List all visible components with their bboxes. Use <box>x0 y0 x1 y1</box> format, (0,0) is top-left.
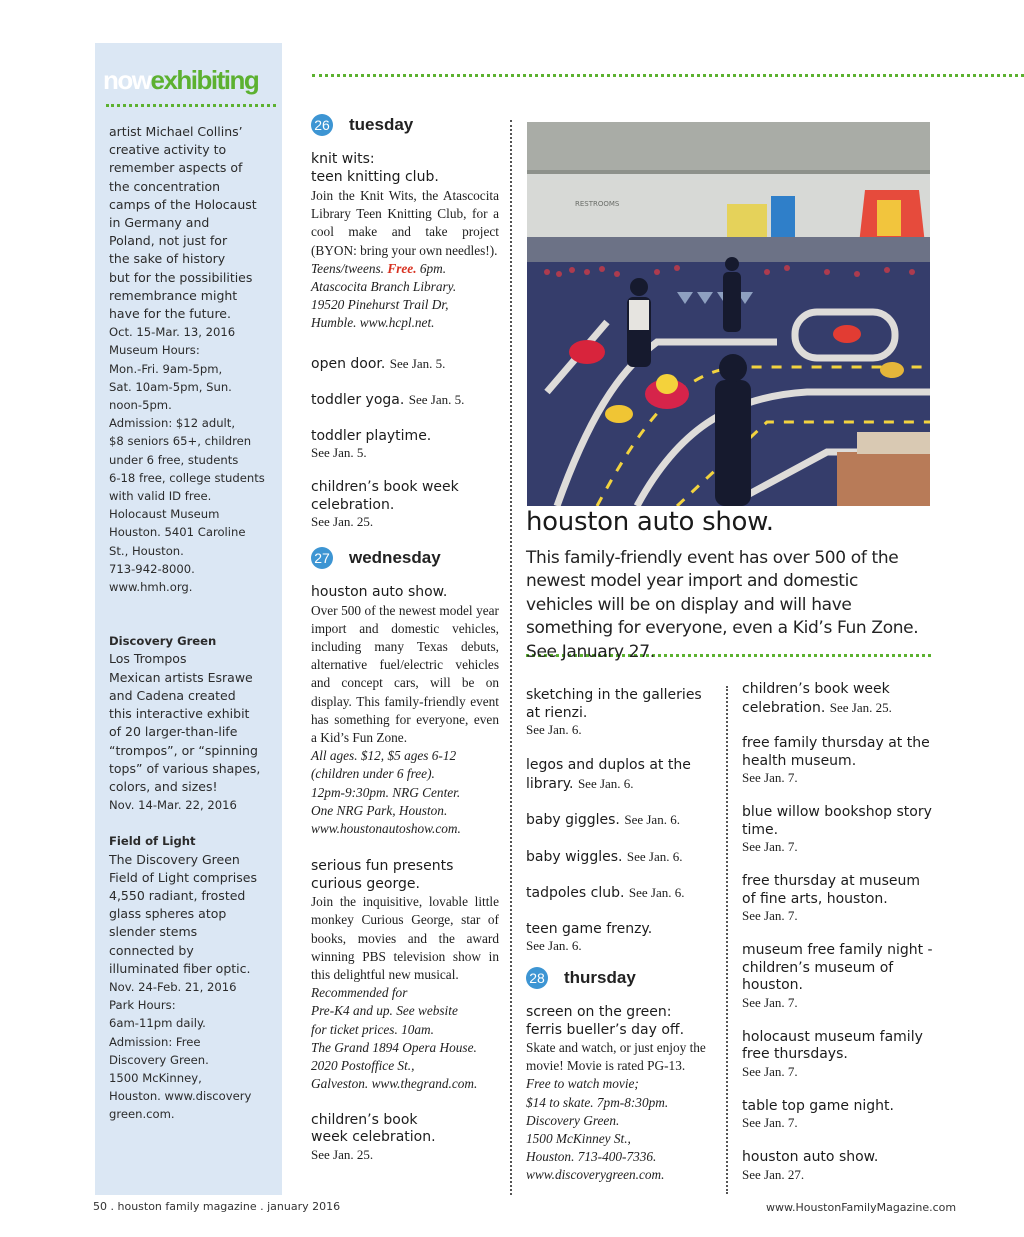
event-info <box>311 260 499 278</box>
collins-line: remembrance might <box>109 287 238 303</box>
sidebar-dotted-divider <box>106 104 276 107</box>
event-time: 6pm. <box>416 260 447 276</box>
calendar-column-b <box>526 687 716 1201</box>
heading-exhibiting: exhibiting <box>150 65 259 95</box>
collins-exhibit <box>109 123 277 596</box>
event-title: curious george. <box>311 875 420 892</box>
event-health-museum <box>742 735 934 786</box>
event-info: The Grand 1894 Opera House. <box>311 1039 477 1055</box>
field-detail: 1500 McKinney, <box>109 1070 202 1085</box>
footer-website-link[interactable]: www.HoustonFamilyMagazine.com <box>766 1201 957 1214</box>
collins-detail: 713-942-8000. <box>109 561 195 576</box>
event-info: Free to watch movie; <box>526 1076 639 1092</box>
event-info: www.houstonautoshow.com. <box>311 821 461 837</box>
field-detail: Park Hours: <box>109 998 176 1013</box>
collins-detail: $8 seniors 65+, children <box>109 434 252 449</box>
collins-line: in Germany and <box>109 215 210 231</box>
collins-line: Poland, not just for <box>109 233 228 249</box>
event-knit-wits <box>311 151 499 333</box>
event-title: free family thursday at the health museum. <box>742 735 930 769</box>
column-divider <box>726 686 728 1194</box>
event-info: Pre-K4 and up. See website <box>311 1003 458 1019</box>
event-childrens-book-week-28 <box>742 680 934 717</box>
event-info: Houston. 713-400-7336. <box>526 1149 657 1165</box>
event-ref: See Jan. 7. <box>742 839 798 854</box>
event-ref: See Jan. 6. <box>577 775 634 791</box>
collins-line: the sake of history <box>109 251 226 267</box>
field-detail: green.com. <box>109 1107 175 1122</box>
auto-show-illustration <box>527 122 930 506</box>
event-title: legos and duplos at the library. <box>526 757 691 792</box>
collins-detail: St., Houston. <box>109 543 184 558</box>
event-ref: See Jan. 7. <box>742 1115 798 1130</box>
field-detail: Houston. www.discovery <box>109 1089 252 1104</box>
field-detail: Nov. 24-Feb. 21, 2016 <box>109 979 237 994</box>
discovery-line: “trompos”, or “spinning <box>109 742 258 758</box>
event-ref: See Jan. 6. <box>526 938 582 953</box>
collins-line: creative activity to <box>109 142 227 158</box>
event-toddler-yoga <box>311 391 499 410</box>
event-table-top-game-night <box>742 1098 934 1132</box>
event-ref: See Jan. 7. <box>742 908 798 923</box>
footer-page-info: 50 . houston family magazine . january 2016 <box>93 1200 341 1213</box>
day-header-28 <box>526 966 716 990</box>
event-sketching-rienzi <box>526 687 716 738</box>
event-description: Join the Knit Wits, the Atascocita Library Teen Knitting Club, for a cool make and take project (BYON: bring your own needles!). <box>311 188 499 258</box>
event-ref: See Jan. 7. <box>742 994 798 1010</box>
event-title: serious fun presents <box>311 858 454 875</box>
collins-detail: Admission: $12 adult, <box>109 416 236 431</box>
event-ref: See Jan. 5. <box>408 392 465 408</box>
event-ref: See Jan. 6. <box>526 722 582 737</box>
event-baby-giggles <box>526 811 716 830</box>
event-title: screen on the green: <box>526 1004 672 1020</box>
discovery-line: tops” of various shapes, <box>109 760 261 776</box>
event-title: museum free family night - children’s museum of houston. <box>742 942 933 993</box>
event-title: tadpoles club. <box>526 885 625 901</box>
event-screen-on-the-green <box>526 1004 716 1185</box>
now-exhibiting-heading <box>103 62 258 98</box>
feature-description: This family-friendly event has over 500 of the newest model year import and domestic vehicles will be on display and will have something for everyone, even a Kid’s Fun Zone. See January 27. <box>526 548 919 662</box>
collins-detail: Sat. 10am-5pm, Sun. <box>109 379 232 394</box>
event-title: ferris bueller’s day off. <box>526 1021 685 1038</box>
day-header-27 <box>311 546 499 570</box>
event-ref: See Jan. 27. <box>742 1166 805 1182</box>
event-audience: Teens/tweens. <box>311 260 388 276</box>
event-info: (children under 6 free). <box>311 766 435 782</box>
field-of-light-exhibit <box>109 832 277 1123</box>
event-tadpoles-club <box>526 884 716 903</box>
collins-line: the concentration <box>109 178 221 194</box>
field-line: 4,550 radiant, frosted <box>109 887 246 903</box>
collins-detail: Holocaust Museum <box>109 507 220 522</box>
event-ref: See Jan. 7. <box>742 770 798 785</box>
collins-detail: with valid ID free. <box>109 489 212 504</box>
event-title: blue willow bookshop story time. <box>742 804 932 838</box>
event-ref: See Jan. 6. <box>626 848 683 864</box>
field-line: slender stems <box>109 924 198 940</box>
event-info: Discovery Green. <box>526 1112 620 1128</box>
event-info: $14 to skate. 7pm-8:30pm. <box>526 1094 669 1110</box>
event-info: for ticket prices. 10am. <box>311 1021 434 1037</box>
event-description: Over 500 of the newest model year import and domestic vehicles, including many Texas debuts, alternative fuel/electric vehicles and concept cars, will be on display. This family-friendly event has something for everyone, even a Kid’s Fun Zone. <box>311 602 499 746</box>
field-line: connected by <box>109 942 194 958</box>
event-ref: See Jan. 6. <box>628 885 685 900</box>
event-open-door <box>311 355 499 374</box>
discovery-line: Mexican artists Esrawe <box>109 669 253 685</box>
day-name: tuesday <box>349 115 414 134</box>
collins-detail: www.hmh.org. <box>109 580 193 595</box>
event-title: free thursday at museum of fine arts, houston. <box>742 873 920 907</box>
event-mfah <box>742 873 934 924</box>
collins-line: but for the possibilities <box>109 269 253 285</box>
collins-line: remember aspects of <box>109 160 243 176</box>
top-dotted-divider <box>312 74 1024 77</box>
event-title: houston auto show. <box>311 584 448 601</box>
event-childrens-book-week <box>311 479 499 530</box>
discovery-line: this interactive exhibit <box>109 706 250 722</box>
collins-detail: Mon.-Fri. 9am-5pm, <box>109 361 223 376</box>
event-toddler-playtime <box>311 428 499 462</box>
event-description: Join the inquisitive, lovable little monkey Curious George, star of books, movies and the award winning PBS television show in this delightful new musical. <box>311 894 499 983</box>
collins-detail: 6-18 free, college students <box>109 470 265 485</box>
spacer <box>109 814 277 832</box>
event-ref: See Jan. 7. <box>742 1063 798 1079</box>
feature-title: houston auto show. <box>526 507 774 537</box>
event-venue: Atascocita Branch Library. <box>311 279 457 295</box>
event-title: toddler yoga. <box>311 392 405 409</box>
collins-detail: Museum Hours: <box>109 343 200 358</box>
event-title: houston auto show. <box>742 1149 879 1165</box>
event-info: 12pm-9:30pm. NRG Center. <box>311 784 461 800</box>
event-title: table top game night. <box>742 1097 894 1114</box>
spacer <box>109 596 277 632</box>
event-title: children’s book week celebration. <box>311 479 459 513</box>
event-houston-auto-show <box>311 584 499 838</box>
event-title: children’s book <box>311 1111 418 1128</box>
event-venue: 19520 Pinehurst Trail Dr, <box>311 297 449 313</box>
event-curious-george <box>311 858 499 1093</box>
discovery-line: colors, and sizes! <box>109 778 218 794</box>
event-info: 2020 Postoffice St., <box>311 1058 415 1074</box>
event-venue: Humble. www.hcpl.net. <box>311 315 435 331</box>
day-number-badge: 26 <box>311 114 333 136</box>
event-ref: See Jan. 25. <box>829 699 892 715</box>
field-line: Field of Light comprises <box>109 869 257 885</box>
collins-line: have for the future. <box>109 306 231 322</box>
sidebar-body <box>109 123 277 1124</box>
event-houston-auto-show-28 <box>742 1149 934 1183</box>
day-header-26 <box>311 113 499 137</box>
event-info: 1500 McKinney St., <box>526 1131 631 1147</box>
event-childrens-book-week-27 <box>311 1112 499 1163</box>
field-line: The Discovery Green <box>109 851 240 867</box>
day-name: wednesday <box>349 548 441 568</box>
restrooms-sign: RESTROOMS <box>575 200 620 208</box>
collins-detail: Oct. 15-Mar. 13, 2016 <box>109 325 236 340</box>
event-title: holocaust museum family free thursdays. <box>742 1028 923 1062</box>
collins-detail: Houston. 5401 Caroline <box>109 525 246 540</box>
collins-detail: noon-5pm. <box>109 398 172 413</box>
day-number-badge: 28 <box>526 967 548 989</box>
auto-show-photo <box>527 122 930 506</box>
discovery-green-exhibit <box>109 632 277 814</box>
event-title: week celebration. <box>311 1129 436 1145</box>
event-title: knit wits: <box>311 151 375 167</box>
event-holocaust-museum <box>742 1029 934 1080</box>
event-description: Skate and watch, or just enjoy the movie! Movie is rated PG-13. <box>526 1040 706 1074</box>
event-ref: See Jan. 25. <box>311 1146 374 1162</box>
field-line: illuminated fiber optic. <box>109 960 251 976</box>
field-detail: Discovery Green. <box>109 1052 209 1067</box>
event-legos-duplos <box>526 756 716 793</box>
event-ref: See Jan. 5. <box>311 445 367 461</box>
event-info: www.discoverygreen.com. <box>526 1167 665 1183</box>
event-title: sketching in the galleries at rienzi. <box>526 687 702 721</box>
heading-now: now <box>103 65 151 95</box>
day-number-badge: 27 <box>311 547 333 569</box>
event-title: baby giggles. <box>526 812 620 828</box>
event-info: One NRG Park, Houston. <box>311 802 448 818</box>
day-name: thursday <box>564 968 636 987</box>
field-of-light-heading: Field of Light <box>109 834 196 849</box>
collins-line: artist Michael Collins’ <box>109 124 243 139</box>
collins-line: camps of the Holocaust <box>109 196 257 212</box>
event-info: All ages. $12, $5 ages 6-12 <box>311 748 457 764</box>
discovery-line: and Cadena created <box>109 687 236 703</box>
event-baby-wiggles <box>526 848 716 867</box>
event-title: open door. <box>311 355 386 372</box>
event-title: children’s book week celebration. <box>742 681 890 716</box>
event-ref: See Jan. 5. <box>389 355 446 371</box>
event-title: teen knitting club. <box>311 168 439 185</box>
event-title: toddler playtime. <box>311 427 432 444</box>
event-childrens-museum <box>742 942 934 1011</box>
event-info: Recommended for <box>311 985 408 1001</box>
event-info: Galveston. www.thegrand.com. <box>311 1076 478 1092</box>
event-teen-game-frenzy <box>526 921 716 955</box>
event-ref: See Jan. 6. <box>624 812 680 827</box>
calendar-column-c <box>742 680 934 1199</box>
field-line: glass spheres atop <box>109 906 227 922</box>
field-detail: 6am-11pm daily. <box>109 1016 206 1031</box>
collins-detail: under 6 free, students <box>109 452 239 467</box>
free-label: Free. <box>387 260 417 276</box>
event-blue-willow <box>742 804 934 855</box>
discovery-dates: Nov. 14-Mar. 22, 2016 <box>109 798 237 813</box>
event-ref: See Jan. 25. <box>311 514 374 530</box>
discovery-green-heading: Discovery Green <box>109 634 217 649</box>
field-detail: Admission: Free <box>109 1034 201 1049</box>
event-title: teen game frenzy. <box>526 920 653 937</box>
discovery-line: Los Trompos <box>109 651 187 667</box>
discovery-line: of 20 larger-than-life <box>109 724 238 740</box>
column-divider <box>510 120 512 1195</box>
calendar-column-a <box>311 113 499 1179</box>
event-title: baby wiggles. <box>526 848 623 865</box>
